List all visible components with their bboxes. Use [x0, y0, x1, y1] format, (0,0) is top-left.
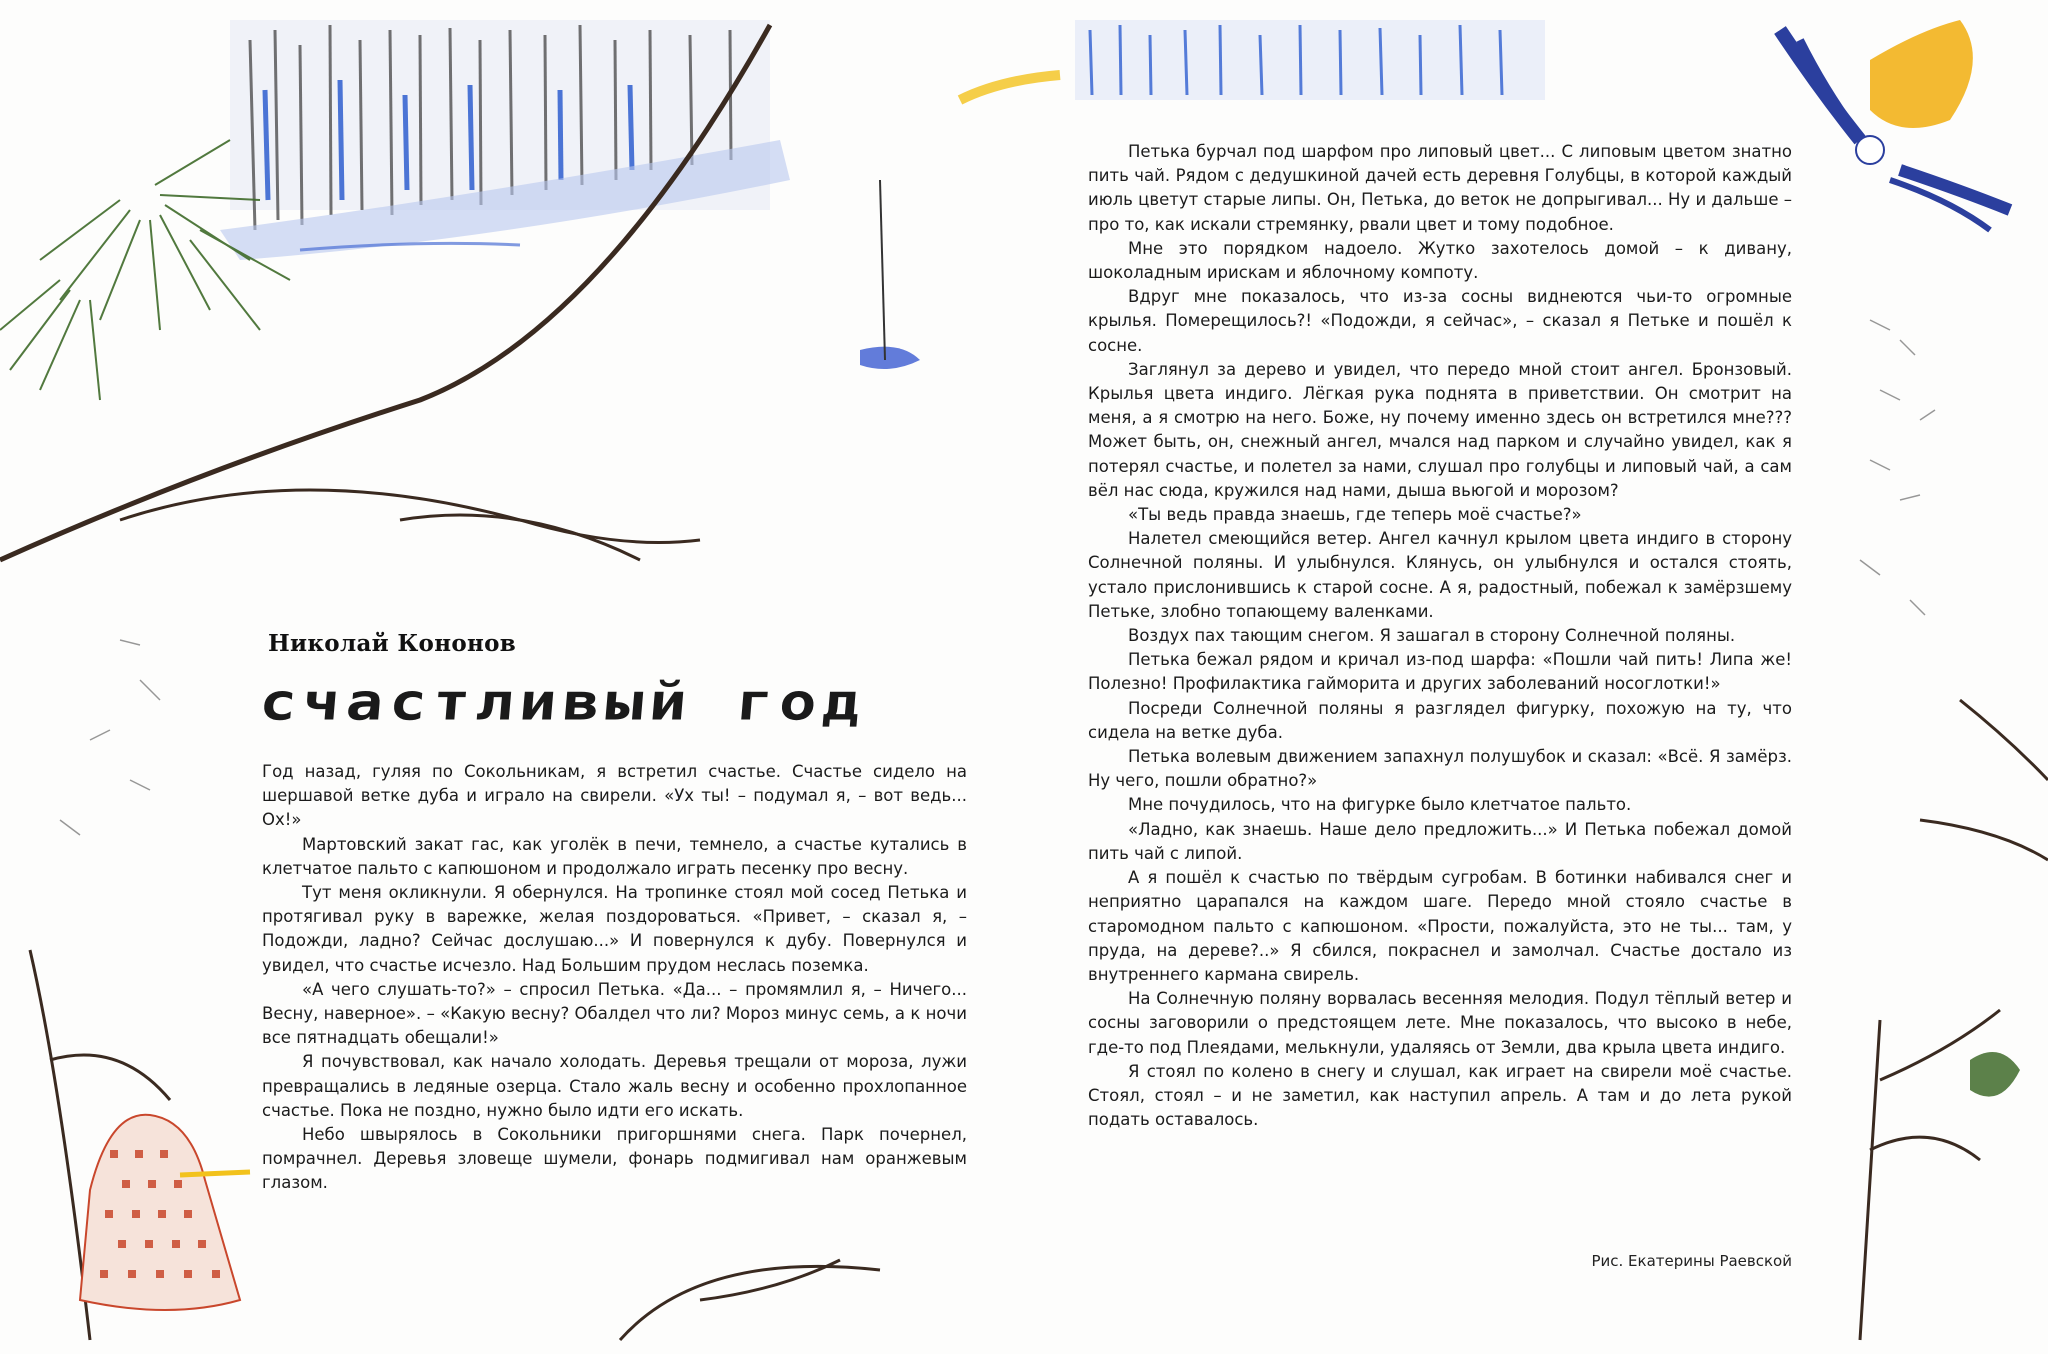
paragraph: Мне это порядком надоело. Жутко захотелось домой – к дивану, шоколадным ирискам и яблочному компоту. — [1088, 238, 1792, 283]
leaf-illustration — [1970, 1052, 2020, 1097]
distant-forest-illustration — [960, 20, 1545, 100]
paragraph: Петька волевым движением запахнул полушубок и сказал: «Всё. Я замёрз. Ну чего, пошли обратно?» — [1088, 747, 1792, 791]
paragraph: А я пошёл к счастью по твёрдым сугробам. В ботинки набивался снег и неприятно царапался на каждом шаге. Передо мной стояло счастье в старомодном пальто с капюшоном. «Прости, пожалуйста, это не ты... там, у пруда, на дереве?..» Я сбился, покраснел и замолчал. Счастье достало из внутреннего кармана свирель. — [1088, 868, 1792, 984]
paragraph: Петька бежал рядом и кричал из-под шарфа: «Пошли чай пить! Липа же! Полезно! Профилактика гайморита и других заболеваний носоглотки!» — [1088, 650, 1792, 694]
pine-branch-illustration — [0, 25, 770, 560]
paragraph: Воздух пах тающим снегом. Я зашагал в сторону Солнечной поляны. — [1128, 626, 1736, 646]
article-author: Николай Кононов — [268, 630, 517, 657]
paragraph: Я стоял по колено в снегу и слушал, как играет на свирели моё счастье. Стоял, стоял – и не заметил, как наступил апрель. А там и до лета рукой подать оставалось. — [1088, 1061, 1792, 1130]
paragraph: Год назад, гуляя по Сокольникам, я встретил счастье. Счастье сидело на шершавой ветке дуба и играло на свирели. «Ух ты! – подумал я, – вот ведь... Ох!» — [262, 762, 967, 830]
checkered-coat-flute-player-illustration — [80, 1115, 250, 1310]
paragraph: Небо швырялось в Сокольники пригоршнями снега. Парк почернел, помрачнел. Деревья зловеще шумели, фонарь подмигивал нам оранжевым глазом. — [262, 1125, 967, 1193]
left-column-text — [262, 760, 967, 1196]
paragraph: Заглянул за дерево и увидел, что передо мной стоит ангел. Бронзовый. Крылья цвета индиго. Лёгкая рука поднята в приветствии. Он смотрит на меня, а я смотрю на него. Боже, ну почему именно здесь он встретился мне??? Может быть, он, снежный ангел, мчался над парком и случайно увидел, как я потерял счастье, и полетел за нами, слушал про голубцы и липовый чай, а сам вёл нас сюда, кружился над нами, дыша вьюгой и морозом? — [1088, 359, 1792, 500]
paragraph: «Ты ведь правда знаешь, где теперь моё счастье?» — [1128, 505, 1582, 525]
paragraph: «А чего слушать-то?» – спросил Петька. «Да... – промямлил я, – Ничего... Весну, наверное». – «Какую весну? Обалдел что ли? Мороз минус семь, а к ночи все пятнадцать обещали!» — [262, 979, 967, 1048]
paragraph: Я почувствовал, как начало холодать. Деревья трещали от мороза, лужи превращались в ледяные озерца. Стало жаль весну и особенно прохлопанное счастье. Пока не поздно, нужно было идти его искать. — [262, 1052, 967, 1120]
right-column-text — [1088, 140, 1792, 1132]
winter-forest-illustration — [220, 20, 920, 369]
paragraph: Мартовский закат гас, как уголёк в печи, темнело, а счастье кутались в клетчатое пальто с капюшоном и продолжало играть песенку про весну. — [262, 834, 967, 878]
paragraph: «Ладно, как знаешь. Наше дело предложить...» И Петька побежал домой пить чай с липой. — [1088, 819, 1792, 863]
paragraph: Вдруг мне показалось, что из-за сосны виднеются чьи-то огромные крылья. Померещилось?! «Подожди, я сейчас», – сказал я Петьке и пошёл к сосне. — [1088, 287, 1792, 355]
paragraph: Посреди Солнечной поляны я разглядел фигурку, похожую на ту, что сидела на ветке дуба. — [1088, 698, 1792, 742]
illustration-credit: Рис. Екатерины Раевской — [1591, 1252, 1792, 1270]
paragraph: На Солнечную поляну ворвалась весенняя мелодия. Подул тёплый ветер и сосны заговорили о предстоящем лете. Мне показалось, что высоко в небе, где-то под Плеядами, мелькнули, удаляясь от Земли, два крыла цвета индиго. — [1088, 989, 1792, 1057]
paragraph: Мне почудилось, что на фигурке было клетчатое пальто. — [1128, 795, 1632, 815]
indigo-winged-angel-illustration — [1780, 20, 2010, 230]
article-title: счастливый год — [256, 672, 869, 732]
paragraph: Налетел смеющийся ветер. Ангел качнул крылом цвета индиго в сторону Солнечной поляны. И улыбнулся. Клянусь, он улыбнулся и остался стоять, устало прислонившись к старой сосне. А я, радостный, побежал к замёрзшему Петьке, злобно топающему валенками. — [1088, 529, 1792, 621]
paragraph: Тут меня окликнули. Я обернулся. На тропинке стоял мой сосед Петька и протягивал руку в варежке, желая поздороваться. «Привет, – сказал я, – Подожди, ладно? Сейчас дослушаю...» И повернулся к дубу. Повернулся и увидел, что счастье исчезло. Над Большим прудом неслась поземка. — [262, 883, 967, 975]
paragraph: Петька бурчал под шарфом про липовый цвет... С липовым цветом знатно пить чай. Рядом с дедушкиной дачей есть деревня Голубцы, в которой каждый июль цветут старые липы. Он, Петька, до веток не допрыгивал... Ну и дальше – про то, как искали стремянку, рвали цвет и тому подобное. — [1088, 142, 1792, 234]
